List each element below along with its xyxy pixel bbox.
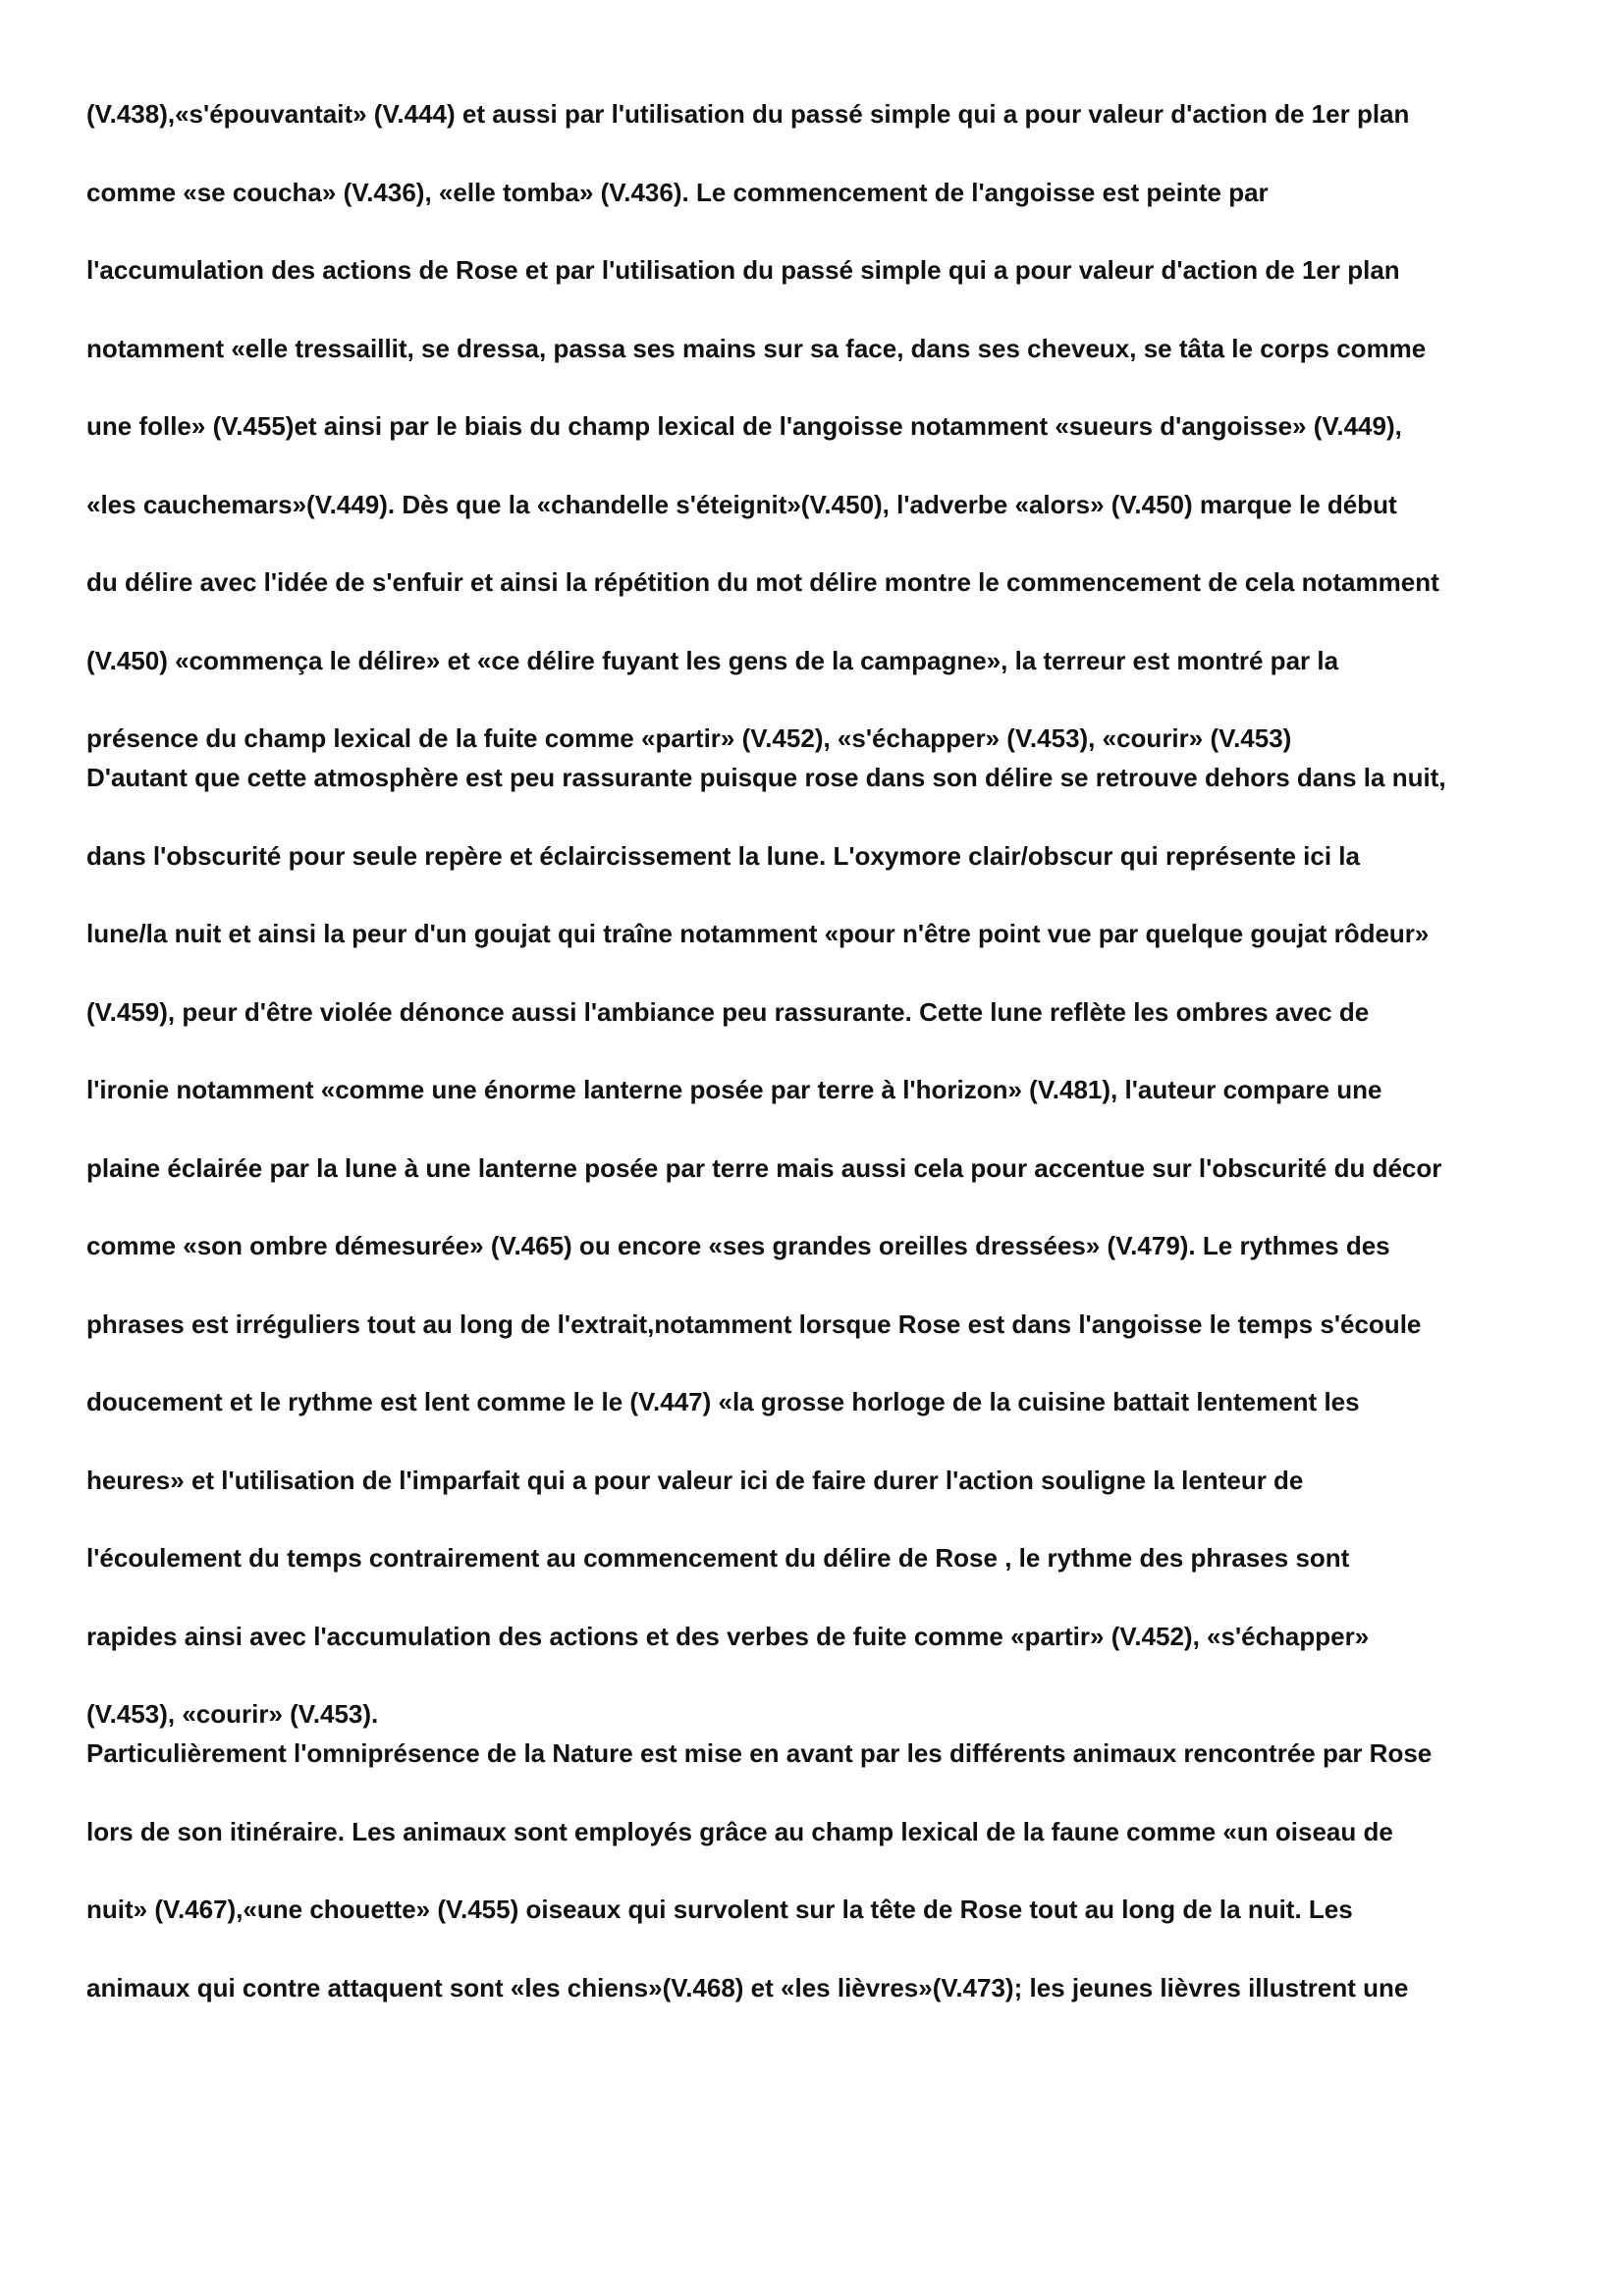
text-line: nuit» (V.467),«une chouette» (V.455) oiseaux qui survolent sur la tête de Rose tout au long de la nuit. Les [86, 1895, 1353, 1924]
text-line: animaux qui contre attaquent sont «les chiens»(V.468) et «les lièvres»(V.473); les jeunes lièvres illustrent une [86, 1972, 1409, 2002]
text-line: «les cauchemars»(V.449). Dès que la «chandelle s'éteignit»(V.450), l'adverbe «alors» (V.450) marque le début [86, 489, 1397, 519]
text-line: dans l'obscurité pour seule repère et éclaircissement la lune. L'oxymore clair/obscur qui représente ici la [86, 840, 1360, 871]
text-line: plaine éclairée par la lune à une lanterne posée par terre mais aussi cela pour accentue sur l'obscurité du décor [86, 1152, 1442, 1183]
text-line: (V.459), peur d'être violée dénonce aussi l'ambiance peu rassurante. Cette lune reflète les ombres avec de [86, 996, 1370, 1027]
text-line: l'écoulement du temps contrairement au commencement du délire de Rose , le rythme des phrases sont [86, 1543, 1350, 1573]
text-line: doucement et le rythme est lent comme le le (V.447) «la grosse horloge de la cuisine battait lentement les [86, 1387, 1360, 1416]
text-line: lune/la nuit et ainsi la peur d'un goujat qui traîne notamment «pour n'être point vue par quelque goujat rôdeur» [86, 919, 1430, 948]
text-line: Particulièrement l'omniprésence de la Nature est mise en avant par les différents animaux rencontrée par Rose [86, 1738, 1433, 1768]
text-line: une folle» (V.455)et ainsi par le biais du champ lexical de l'angoisse notamment «sueurs d'angoisse» (V.449), [86, 411, 1402, 441]
text-line: comme «son ombre démesurée» (V.465) ou encore «ses grandes oreilles dressées» (V.479). Le rythmes des [86, 1231, 1390, 1260]
text-line: phrases est irréguliers tout au long de l'extrait,notamment lorsque Rose est dans l'angoisse le temps s'écoule [86, 1308, 1422, 1339]
text-line: l'accumulation des actions de Rose et par l'utilisation du passé simple qui a pour valeur d'action de 1er plan [86, 255, 1400, 285]
text-line: l'ironie notamment «comme une énorme lanterne posée par terre à l'horizon» (V.481), l'auteur compare une [86, 1075, 1382, 1104]
text-line: rapides ainsi avec l'accumulation des actions et des verbes de fuite comme «partir» (V.452), «s'échapper» [86, 1621, 1370, 1651]
text-line: notamment «elle tressaillit, se dressa, passa ses mains sur sa face, dans ses cheveux, se tâta le corps comme [86, 333, 1427, 363]
text-line: du délire avec l'idée de s'enfuir et ainsi la répétition du mot délire montre le commencement de cela notamment [86, 567, 1439, 597]
text-line: présence du champ lexical de la fuite comme «partir» (V.452), «s'échapper» (V.453), «courir» (V.453) [86, 723, 1292, 753]
text-line: D'autant que cette atmosphère est peu rassurante puisque rose dans son délire se retrouve dehors dans la nuit, [86, 763, 1446, 792]
text-line: lors de son itinéraire. Les animaux sont employés grâce au champ lexical de la faune comme «un oiseau de [86, 1816, 1393, 1846]
text-line: heures» et l'utilisation de l'imparfait qui a pour valeur ici de faire durer l'action souligne la lenteur de [86, 1465, 1304, 1495]
text-line: (V.450) «commença le délire» et «ce délire fuyant les gens de la campagne», la terreur est montré par la [86, 645, 1339, 675]
body-text [86, 94, 1559, 2046]
text-line: (V.438),«s'épouvantait» (V.444) et aussi par l'utilisation du passé simple qui a pour valeur d'action de 1er plan [86, 99, 1410, 129]
text-line: comme «se coucha» (V.436), «elle tomba» (V.436). Le commencement de l'angoisse est peinte par [86, 177, 1269, 207]
text-line: (V.453), «courir» (V.453). [86, 1699, 379, 1729]
